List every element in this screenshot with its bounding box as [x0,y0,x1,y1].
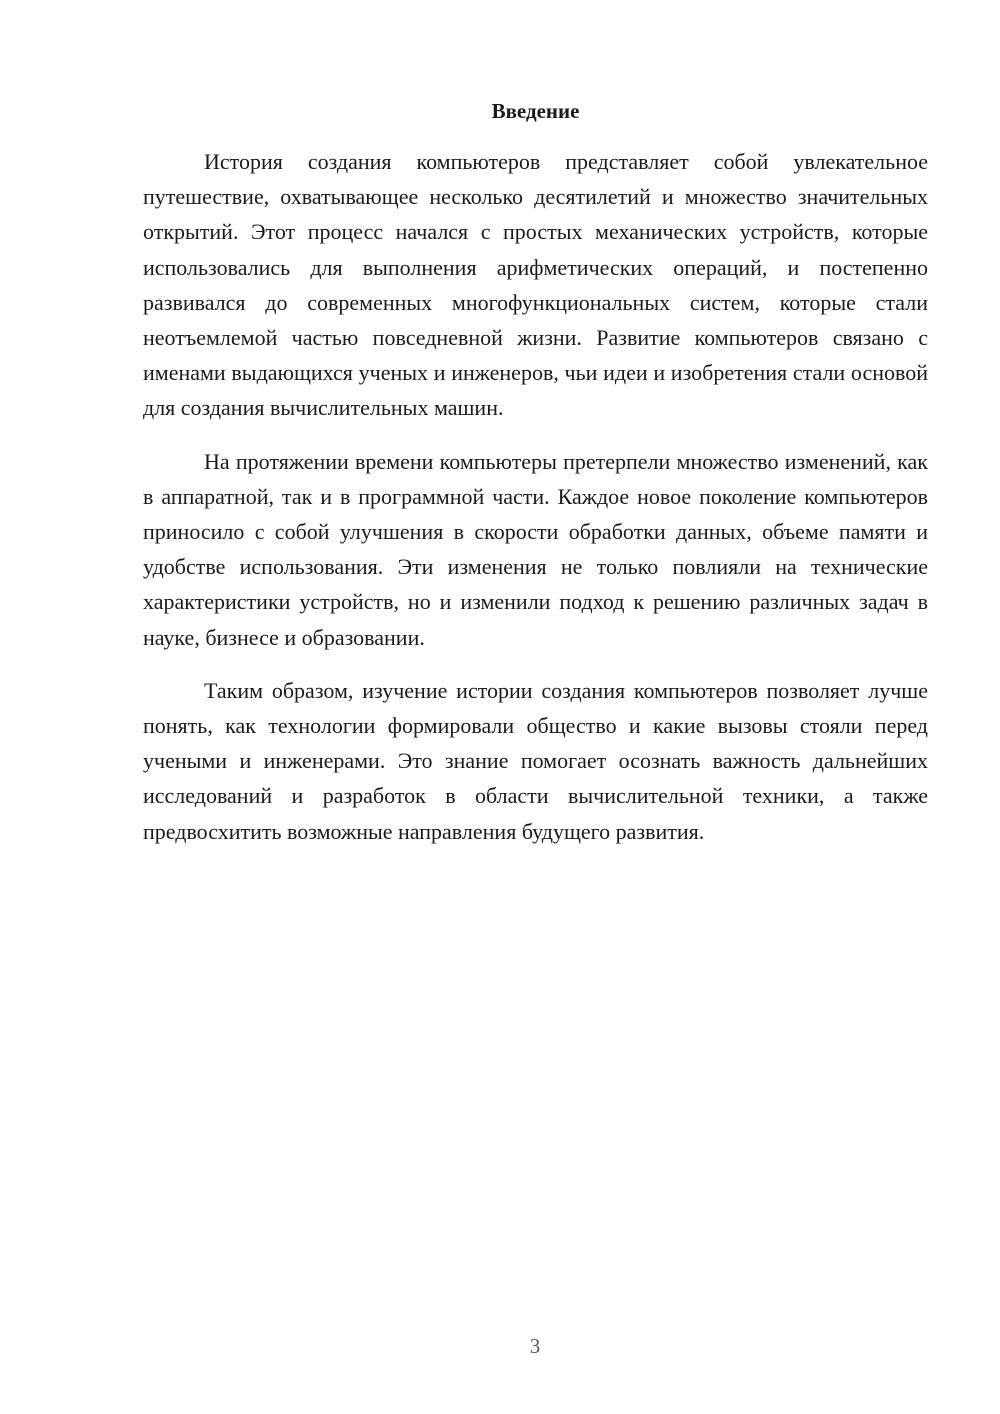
page-title [143,96,928,126]
page-content [143,96,928,849]
page-number: 3 [529,1334,541,1358]
paragraph-2: На протяжении времени компьютеры претерпели множество изменений, как в аппаратной, так и в программной части. Каждое новое поколение компьютеров приносило с собой улучшения в скорости обработки данных, объеме памяти и удобстве использования. Эти изменения не только повлияли на технические характеристики устройств, но и изменили подход к решению различных задач в науке, бизнесе и образовании. [143,448,928,650]
page-title-text: Введение [491,99,580,123]
paragraph-1: История создания компьютеров представляет собой увлекательное путешествие, охватывающее несколько десятилетий и множество значительных открытий. Этот процесс начался с простых механических устройств, которые использовались для выполнения арифметических операций, и постепенно развивался до современных многофункциональных систем, которые стали неотъемлемой частью повседневной жизни. Развитие компьютеров связано с именами выдающихся ученых и инженеров, чьи идеи и изобретения стали основой для создания вычислительных машин. [143,149,928,421]
paragraph-3: Таким образом, изучение истории создания компьютеров позволяет лучше понять, как технологии формировали общество и какие вызовы стояли перед учеными и инженерами. Это знание помогает осознать важность дальнейших исследований и разработок в области вычислительной техники, а также предвосхитить возможные направления будущего развития. [143,677,928,844]
